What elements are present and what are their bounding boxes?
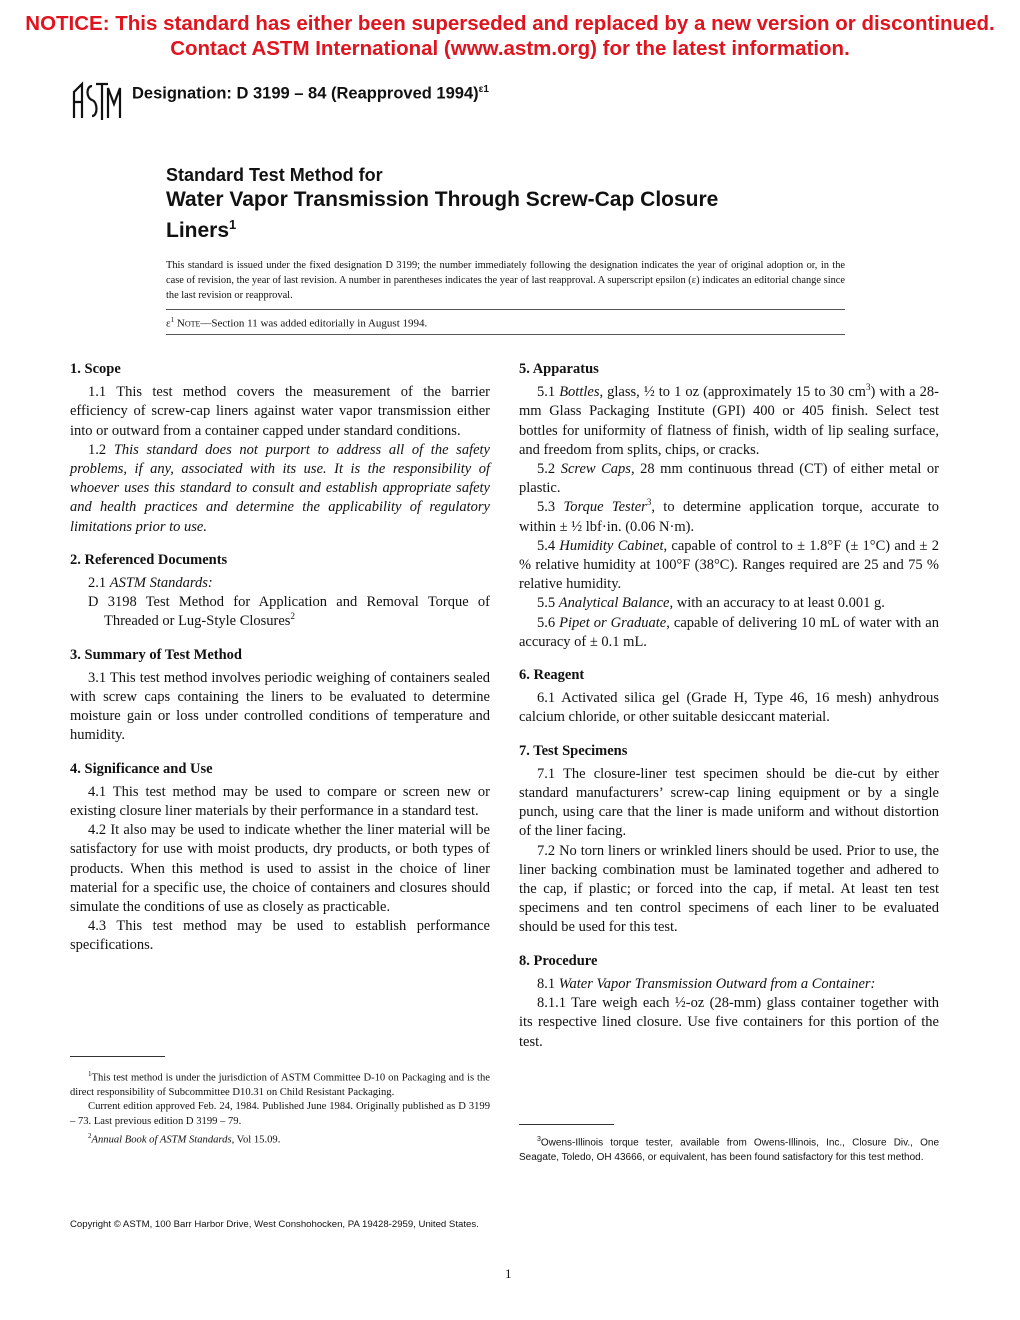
title-line-3: Liners [166,219,230,242]
paragraph-5-6: 5.6 Pipet or Graduate, capable of delivering 10 mL of water with an accuracy of ± 0.1 mL. [519,614,939,650]
divider [166,334,845,335]
paragraph-3-1: 3.1 This test method involves periodic weighing of containers sealed with screw caps containing the liners to be evaluated to determine moisture gain or loss under controlled conditions of temperature and humidity. [70,669,490,744]
document-title [166,164,866,243]
title-footnote-ref: 1 [229,217,237,232]
footnote-rule [70,1056,165,1057]
section-test-specimens [519,742,939,938]
notice-banner [0,11,1020,61]
paragraph-4-3: 4.3 This test method may be used to establish performance specifications. [70,918,490,954]
footnotes-right [519,1133,939,1165]
paragraph-5-5: 5.5 Analytical Balance, with an accuracy to at least 0.001 g. [537,595,885,612]
issuance-statement: This standard is issued under the fixed designation D 3199; the number immediately following the designation indicates the year of original adoption or, in the case of revision, the year of last revision. A number in parentheses indicates the year of last reapproval. A superscript epsilon (ε) indicates an editorial change since the last revision or reapproval. [166,260,845,301]
designation [132,84,489,104]
title-line-1: Standard Test Method for [166,165,383,185]
section-heading: 1. Scope [70,361,121,377]
section-heading: 6. Reagent [519,667,585,684]
section-heading: 4. Significance and Use [70,760,213,777]
paragraph-5-4: 5.4 Humidity Cabinet, capable of control to ± 1.8°F (± 1°C) and ± 2 % relative humidity at 100°F (38°C). Ranges required are 25 and 75 % relative humidity. [519,537,939,593]
section-scope [70,360,490,537]
footnote-1: $^1$This test method is under the jurisdiction of ASTM Committee D-10 on Packaging and is the direct responsibility of Subcommittee D10.31 on Child Resistant Packaging. [70,1070,490,1098]
footnote-rule [519,1124,614,1125]
section-heading: 3. Summary of Test Method [70,646,242,663]
paragraph-4-2: 4.2 It also may be used to indicate whether the liner material will be satisfactory for use with moist products, dry products, or both types of products. When this method is used to assist in the choice of liner material for a specific use, the choice of containers and closures should simulate the conditions of use as closely as practicable. [70,822,490,916]
footnote-2: $^2$Annual Book of ASTM Standards, Vol 15.09. [88,1132,281,1146]
section-reagent [519,666,939,728]
astm-logo-text: ASTM [96,123,99,124]
paragraph-5-2: 5.2 Screw Caps, 28 mm continuous thread (CT) of either metal or plastic. [519,461,940,497]
paragraph-8-1-1: 8.1.1 Tare weigh each ½-oz (28-mm) glass container together with its respective lined closure. Use five containers for this portion of the test. [519,995,939,1050]
footnote-3: $^3$Owens-Illinois torque tester, available from Owens-Illinois, Inc., Closure Div., One Seagate, Toledo, OH 43666, or equivalent, has been found satisfactory for this test method. [519,1136,939,1163]
section-procedure [519,952,939,1052]
paragraph-7-2: 7.2 No torn liners or wrinkled liners should be used. Prior to use, the liner backing combination must be laminated together and adhered to the cap, if plastic; or forced into the cap, if metal. At least ten test specimens and ten control specimens of each liner to be evaluated should be used for this test. [519,842,939,936]
section-heading: 5. Apparatus [519,361,599,377]
title-line-2: Water Vapor Transmission Through Screw-Cap Closure [166,188,719,211]
section-apparatus [519,360,939,652]
editorial-note: $\varepsilon^1$ Note—Section 11 was added editorially in August 1994. [166,316,428,330]
section-summary [70,646,490,746]
right-column [519,360,939,1066]
page-number: 1 [505,1266,512,1281]
paragraph-8-1: 8.1 Water Vapor Transmission Outward from a Container: [537,975,876,992]
designation-sup: ε1 [478,84,489,95]
paragraph-5-3: 5.3 Torque Tester$^3$, to determine application torque, accurate to within ± ½ lbf·in. (0.06 N·m). [519,497,940,535]
footnotes-left [70,1067,490,1148]
paragraph-1-2: 1.2 This standard does not purport to address all of the safety problems, if any, associated with its use. It is the responsibility of whoever uses this standard to consult and establish appropriate safety and health practices and determine the applicability of regulatory limitations prior to use. [70,441,490,535]
section-referenced-documents [70,551,490,632]
paragraph-1-1: 1.1 This test method covers the measurement of the barrier efficiency of screw-cap liners against water vapor transmission either into or outward from a container capped under standard conditions. [70,384,490,439]
section-heading: 7. Test Specimens [519,742,628,759]
paragraph-4-1: 4.1 This test method may be used to compare or screen new or existing closure liner materials by their performance in a standard test. [70,783,490,820]
section-heading: 2. Referenced Documents [70,551,228,568]
reference-d3198: D 3198 Test Method for Application and Removal Torque of Threaded or Lug-Style Closures$^2$ [88,594,490,630]
astm-logo [70,78,122,124]
footnote-1b: Current edition approved Feb. 24, 1984. Published June 1984. Originally published as D 3199 – 73. Last previous edition D 3199 – 79. [70,1101,490,1127]
paragraph-2-1: 2.1 ASTM Standards: [88,575,213,592]
divider [166,309,845,310]
section-significance [70,760,490,956]
paragraph-5-1: 5.1 Bottles, glass, ½ to 1 oz (approximately 15 to 30 $cm^3$) with a 28-mm Glass Packaging Institute (GPI) 400 or 405 finish. Select test bottles for uniformity of flatness of finish, width of lip sealing surface, and freedom from splits, chips, or cracks. [519,382,939,458]
copyright: Copyright © ASTM, 100 Barr Harbor Drive, West Conshohocken, PA 19428-2959, United States. [70,1219,479,1230]
designation-text: Designation: D 3199 – 84 (Reapproved 1994) [132,84,479,103]
notice-line-1: NOTICE: This standard has either been superseded and replaced by a new version or discontinued. [25,12,995,35]
section-heading: 8. Procedure [519,952,598,969]
paragraph-7-1: 7.1 The closure-liner test specimen should be die-cut by either standard manufacturers’ screw-cap lining equipment or by a single punch, using care that the liner is made uniform and without distortion of the liner facing. [519,765,939,840]
note-label: Note [176,317,201,330]
paragraph-6-1: 6.1 Activated silica gel (Grade H, Type 46, 16 mesh) anhydrous calcium chloride, or other suitable desiccant material. [519,690,939,726]
left-column [70,360,490,970]
notice-line-2: Contact ASTM International (www.astm.org) for the latest information. [170,37,850,60]
